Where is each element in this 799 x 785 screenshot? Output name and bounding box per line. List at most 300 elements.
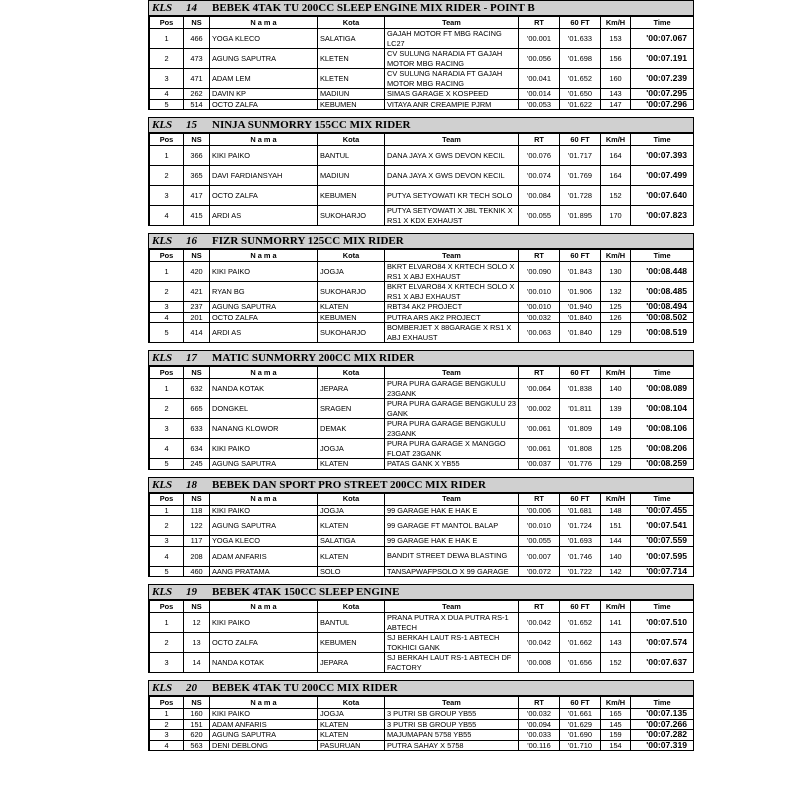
class-block xyxy=(148,0,694,110)
row-pos: 2 xyxy=(150,399,184,419)
col-nama: N a m a xyxy=(210,367,318,379)
col-kmh: Km/H xyxy=(601,17,631,29)
results-table xyxy=(149,696,694,751)
row-ns: 201 xyxy=(184,312,210,323)
row-rt: '00.053 xyxy=(519,99,560,110)
row-60ft: '01.769 xyxy=(560,166,601,186)
row-time: '00:07.067 xyxy=(631,29,694,49)
row-kmh: 140 xyxy=(601,379,631,399)
results-table xyxy=(149,366,694,470)
col-pos: Pos xyxy=(150,493,184,505)
row-rt: '00.010 xyxy=(519,302,560,313)
row-pos: 1 xyxy=(150,709,184,720)
col-60ft: 60 FT xyxy=(560,367,601,379)
row-60ft: '01.809 xyxy=(560,419,601,439)
row-time: '00:07.135 xyxy=(631,709,694,720)
column-header-row xyxy=(150,250,694,262)
row-pos: 4 xyxy=(150,740,184,751)
row-time: '00:07.319 xyxy=(631,740,694,751)
row-ns: 414 xyxy=(184,323,210,343)
row-60ft: '01.652 xyxy=(560,613,601,633)
class-title: MATIC SUNMORRY 200CC MIX RIDER xyxy=(212,352,415,364)
row-nama: KIKI PAIKO xyxy=(210,709,318,720)
row-rt: '00.032 xyxy=(519,709,560,720)
row-pos: 3 xyxy=(150,302,184,313)
class-number: 20 xyxy=(186,682,197,694)
row-rt: '00.056 xyxy=(519,49,560,69)
col-kota: Kota xyxy=(318,601,385,613)
row-nama: OCTO ZALFA xyxy=(210,633,318,653)
col-pos: Pos xyxy=(150,17,184,29)
row-ns: 262 xyxy=(184,89,210,100)
row-60ft: '01.656 xyxy=(560,653,601,673)
col-rt: RT xyxy=(519,697,560,709)
row-nama: DAVI FARDIANSYAH xyxy=(210,166,318,186)
result-row xyxy=(150,399,694,419)
kls-label: KLS xyxy=(152,352,173,364)
row-ns: 634 xyxy=(184,439,210,459)
row-kota: KEBUMEN xyxy=(318,312,385,323)
result-row xyxy=(150,505,694,516)
row-team: SJ BERKAH LAUT RS-1 ABTECH DF FACTORY xyxy=(385,653,519,673)
row-nama: ARDI AS xyxy=(210,323,318,343)
row-pos: 4 xyxy=(150,206,184,226)
row-time: '00:07.574 xyxy=(631,633,694,653)
row-pos: 1 xyxy=(150,379,184,399)
row-pos: 1 xyxy=(150,146,184,166)
row-kota: SOLO xyxy=(318,566,385,577)
row-team: BANDIT STREET DEWA BLASTING xyxy=(385,546,519,566)
row-nama: ADAM ANFARIS xyxy=(210,546,318,566)
row-time: '00:07.296 xyxy=(631,99,694,110)
row-team: PURA PURA GARAGE BENGKULU 23 GANK xyxy=(385,399,519,419)
class-title: BEBEK DAN SPORT PRO STREET 200CC MIX RIDER xyxy=(212,478,486,491)
row-team: CV SULUNG NARADIA FT GAJAH MOTOR MBG RACING xyxy=(385,49,519,69)
row-nama: KIKI PAIKO xyxy=(210,505,318,516)
row-kota: PASURUAN xyxy=(318,740,385,751)
row-60ft: '01.840 xyxy=(560,312,601,323)
kls-label: KLS xyxy=(152,478,173,491)
row-ns: 208 xyxy=(184,546,210,566)
row-team: PUTRA SAHAY X 5758 xyxy=(385,740,519,751)
result-row xyxy=(150,99,694,110)
row-nama: AGUNG SAPUTRA xyxy=(210,49,318,69)
col-kmh: Km/H xyxy=(601,493,631,505)
row-kmh: 141 xyxy=(601,613,631,633)
results-table xyxy=(149,493,694,578)
row-60ft: '01.808 xyxy=(560,439,601,459)
row-rt: '00.076 xyxy=(519,146,560,166)
col-time: Time xyxy=(631,17,694,29)
row-ns: 632 xyxy=(184,379,210,399)
column-header-row xyxy=(150,17,694,29)
row-ns: 365 xyxy=(184,166,210,186)
result-row xyxy=(150,69,694,89)
col-team: Team xyxy=(385,250,519,262)
row-ns: 122 xyxy=(184,516,210,536)
row-time: '00:08.104 xyxy=(631,399,694,419)
row-kmh: 126 xyxy=(601,312,631,323)
col-kota: Kota xyxy=(318,697,385,709)
row-60ft: '01.629 xyxy=(560,719,601,730)
row-rt: '00.001 xyxy=(519,29,560,49)
class-header xyxy=(149,477,693,493)
col-ns: NS xyxy=(184,493,210,505)
row-kmh: 130 xyxy=(601,262,631,282)
col-kota: Kota xyxy=(318,17,385,29)
column-header-row xyxy=(150,601,694,613)
class-title: NINJA SUNMORRY 155CC MIX RIDER xyxy=(212,119,411,131)
row-time: '00:07.714 xyxy=(631,566,694,577)
row-60ft: '01.811 xyxy=(560,399,601,419)
row-nama: RYAN BG xyxy=(210,282,318,302)
row-ns: 366 xyxy=(184,146,210,166)
row-kota: BANTUL xyxy=(318,613,385,633)
row-time: '00:07.266 xyxy=(631,719,694,730)
class-header xyxy=(149,584,693,600)
kls-label: KLS xyxy=(152,2,173,14)
row-nama: KIKI PAIKO xyxy=(210,262,318,282)
class-header xyxy=(149,0,693,16)
row-rt: '00.037 xyxy=(519,459,560,470)
row-ns: 13 xyxy=(184,633,210,653)
col-nama: N a m a xyxy=(210,601,318,613)
row-rt: '00.055 xyxy=(519,536,560,547)
class-number: 19 xyxy=(186,586,197,598)
row-team: PRANA PUTRA X DUA PUTRA RS-1 ABTECH xyxy=(385,613,519,633)
class-block xyxy=(148,680,694,751)
row-60ft: '01.728 xyxy=(560,186,601,206)
col-time: Time xyxy=(631,367,694,379)
col-kota: Kota xyxy=(318,134,385,146)
row-ns: 417 xyxy=(184,186,210,206)
row-nama: OCTO ZALFA xyxy=(210,312,318,323)
col-kota: Kota xyxy=(318,367,385,379)
row-team: BOMBERJET X 88GARAGE X RS1 X ABJ EXHAUST xyxy=(385,323,519,343)
row-team: 3 PUTRI SB GROUP YB55 xyxy=(385,719,519,730)
col-rt: RT xyxy=(519,250,560,262)
result-row xyxy=(150,536,694,547)
row-pos: 4 xyxy=(150,546,184,566)
row-time: '00:08.106 xyxy=(631,419,694,439)
block-spacer xyxy=(148,343,692,350)
row-rt: '00.042 xyxy=(519,613,560,633)
row-kmh: 144 xyxy=(601,536,631,547)
result-row xyxy=(150,186,694,206)
row-kota: KLATEN xyxy=(318,546,385,566)
row-team: BKRT ELVARO84 X KRTECH SOLO X RS1 X ABJ EXHAUST xyxy=(385,262,519,282)
row-rt: '00.084 xyxy=(519,186,560,206)
col-kmh: Km/H xyxy=(601,367,631,379)
col-team: Team xyxy=(385,697,519,709)
row-60ft: '01.652 xyxy=(560,69,601,89)
row-rt: '00.014 xyxy=(519,89,560,100)
col-time: Time xyxy=(631,250,694,262)
col-60ft: 60 FT xyxy=(560,697,601,709)
row-60ft: '01.622 xyxy=(560,99,601,110)
row-ns: 118 xyxy=(184,505,210,516)
row-rt: '00.033 xyxy=(519,730,560,741)
result-row xyxy=(150,730,694,741)
column-header-row xyxy=(150,493,694,505)
row-pos: 1 xyxy=(150,262,184,282)
col-kmh: Km/H xyxy=(601,601,631,613)
row-rt: '00.002 xyxy=(519,399,560,419)
row-team: DANA JAYA X GWS DEVON KECIL xyxy=(385,146,519,166)
col-ns: NS xyxy=(184,134,210,146)
row-60ft: '01.710 xyxy=(560,740,601,751)
row-time: '00:07.239 xyxy=(631,69,694,89)
row-nama: KIKI PAIKO xyxy=(210,146,318,166)
result-row xyxy=(150,459,694,470)
row-team: SJ BERKAH LAUT RS-1 ABTECH TOKHICI GANK xyxy=(385,633,519,653)
row-60ft: '01.690 xyxy=(560,730,601,741)
row-rt: '00.010 xyxy=(519,516,560,536)
col-time: Time xyxy=(631,493,694,505)
row-60ft: '01.633 xyxy=(560,29,601,49)
row-ns: 421 xyxy=(184,282,210,302)
row-kmh: 140 xyxy=(601,546,631,566)
row-rt: '00.061 xyxy=(519,419,560,439)
row-kmh: 152 xyxy=(601,186,631,206)
col-time: Time xyxy=(631,697,694,709)
row-nama: DONGKEL xyxy=(210,399,318,419)
result-row xyxy=(150,379,694,399)
block-spacer xyxy=(148,110,692,117)
row-60ft: '01.906 xyxy=(560,282,601,302)
result-row xyxy=(150,740,694,751)
row-kmh: 156 xyxy=(601,49,631,69)
col-60ft: 60 FT xyxy=(560,493,601,505)
col-rt: RT xyxy=(519,601,560,613)
row-60ft: '01.838 xyxy=(560,379,601,399)
row-nama: AANG PRATAMA xyxy=(210,566,318,577)
row-time: '00:07.510 xyxy=(631,613,694,633)
result-row xyxy=(150,302,694,313)
col-team: Team xyxy=(385,601,519,613)
row-ns: 117 xyxy=(184,536,210,547)
col-kmh: Km/H xyxy=(601,134,631,146)
row-ns: 12 xyxy=(184,613,210,633)
row-ns: 473 xyxy=(184,49,210,69)
row-ns: 151 xyxy=(184,719,210,730)
class-title: FIZR SUNMORRY 125CC MIX RIDER xyxy=(212,235,404,247)
col-pos: Pos xyxy=(150,367,184,379)
row-pos: 3 xyxy=(150,186,184,206)
row-pos: 3 xyxy=(150,536,184,547)
row-60ft: '01.698 xyxy=(560,49,601,69)
class-number: 16 xyxy=(186,235,197,247)
row-kota: SRAGEN xyxy=(318,399,385,419)
row-kmh: 129 xyxy=(601,323,631,343)
result-row xyxy=(150,613,694,633)
row-nama: ADAM ANFARIS xyxy=(210,719,318,730)
row-60ft: '01.717 xyxy=(560,146,601,166)
result-row xyxy=(150,516,694,536)
column-header-row xyxy=(150,697,694,709)
row-time: '00:08.519 xyxy=(631,323,694,343)
col-nama: N a m a xyxy=(210,250,318,262)
col-time: Time xyxy=(631,601,694,613)
class-number: 18 xyxy=(186,478,197,491)
col-nama: N a m a xyxy=(210,134,318,146)
row-time: '00:07.393 xyxy=(631,146,694,166)
row-ns: 237 xyxy=(184,302,210,313)
block-spacer xyxy=(148,673,692,680)
result-row xyxy=(150,546,694,566)
result-row xyxy=(150,419,694,439)
row-pos: 2 xyxy=(150,166,184,186)
row-pos: 5 xyxy=(150,323,184,343)
row-60ft: '01.940 xyxy=(560,302,601,313)
row-pos: 4 xyxy=(150,312,184,323)
col-pos: Pos xyxy=(150,601,184,613)
col-rt: RT xyxy=(519,493,560,505)
class-header xyxy=(149,117,693,133)
row-60ft: '01.650 xyxy=(560,89,601,100)
row-team: PUTYA SETYOWATI KR TECH SOLO xyxy=(385,186,519,206)
results-table xyxy=(149,16,694,110)
row-nama: DENI DEBLONG xyxy=(210,740,318,751)
row-rt: '00.041 xyxy=(519,69,560,89)
row-kmh: 152 xyxy=(601,653,631,673)
class-title: BEBEK 4TAK 150CC SLEEP ENGINE xyxy=(212,586,400,598)
row-rt: '00.094 xyxy=(519,719,560,730)
row-time: '00:07.823 xyxy=(631,206,694,226)
row-kota: KLETEN xyxy=(318,49,385,69)
row-team: 99 GARAGE FT MANTOL BALAP xyxy=(385,516,519,536)
row-kota: SUKOHARJO xyxy=(318,323,385,343)
row-time: '00:08.206 xyxy=(631,439,694,459)
row-kota: DEMAK xyxy=(318,419,385,439)
result-row xyxy=(150,566,694,577)
col-ns: NS xyxy=(184,17,210,29)
result-row xyxy=(150,282,694,302)
row-kmh: 165 xyxy=(601,709,631,720)
row-rt: '00.010 xyxy=(519,282,560,302)
row-nama: OCTO ZALFA xyxy=(210,99,318,110)
row-time: '00:08.502 xyxy=(631,312,694,323)
row-nama: NANANG KLOWOR xyxy=(210,419,318,439)
row-rt: '00.074 xyxy=(519,166,560,186)
col-team: Team xyxy=(385,367,519,379)
row-pos: 1 xyxy=(150,29,184,49)
row-rt: '00.007 xyxy=(519,546,560,566)
result-row xyxy=(150,323,694,343)
result-row xyxy=(150,312,694,323)
row-60ft: '01.693 xyxy=(560,536,601,547)
row-kmh: 139 xyxy=(601,399,631,419)
row-kmh: 154 xyxy=(601,740,631,751)
result-row xyxy=(150,719,694,730)
row-60ft: '01.724 xyxy=(560,516,601,536)
col-ns: NS xyxy=(184,697,210,709)
row-kmh: 170 xyxy=(601,206,631,226)
col-pos: Pos xyxy=(150,250,184,262)
col-nama: N a m a xyxy=(210,493,318,505)
row-ns: 620 xyxy=(184,730,210,741)
row-pos: 5 xyxy=(150,459,184,470)
row-ns: 420 xyxy=(184,262,210,282)
row-pos: 2 xyxy=(150,719,184,730)
row-kota: KEBUMEN xyxy=(318,99,385,110)
row-ns: 460 xyxy=(184,566,210,577)
block-spacer xyxy=(148,470,692,477)
row-team: RBT34 AK2 PROJECT xyxy=(385,302,519,313)
row-nama: YOGA KLECO xyxy=(210,29,318,49)
kls-label: KLS xyxy=(152,682,173,694)
class-block xyxy=(148,233,694,343)
result-row xyxy=(150,633,694,653)
row-rt: '00.042 xyxy=(519,633,560,653)
row-kmh: 164 xyxy=(601,146,631,166)
row-team: CV SULUNG NARADIA FT GAJAH MOTOR MBG RACING xyxy=(385,69,519,89)
row-pos: 4 xyxy=(150,439,184,459)
results-sheet xyxy=(148,0,692,751)
row-kota: KLATEN xyxy=(318,302,385,313)
row-kmh: 151 xyxy=(601,516,631,536)
col-ns: NS xyxy=(184,367,210,379)
row-kota: JOGJA xyxy=(318,505,385,516)
class-block xyxy=(148,117,694,226)
row-kota: JOGJA xyxy=(318,262,385,282)
row-ns: 466 xyxy=(184,29,210,49)
row-team: PUTRA ARS AK2 PROJECT xyxy=(385,312,519,323)
class-header xyxy=(149,680,693,696)
row-time: '00:07.595 xyxy=(631,546,694,566)
row-rt: '00.032 xyxy=(519,312,560,323)
kls-label: KLS xyxy=(152,235,173,247)
row-pos: 5 xyxy=(150,566,184,577)
row-kmh: 142 xyxy=(601,566,631,577)
row-kota: JEPARA xyxy=(318,653,385,673)
row-time: '00:08.494 xyxy=(631,302,694,313)
class-number: 17 xyxy=(186,352,197,364)
col-60ft: 60 FT xyxy=(560,601,601,613)
row-kmh: 164 xyxy=(601,166,631,186)
row-kmh: 143 xyxy=(601,633,631,653)
row-rt: '00.055 xyxy=(519,206,560,226)
class-block xyxy=(148,477,694,578)
row-team: 3 PUTRI SB GROUP YB55 xyxy=(385,709,519,720)
col-kota: Kota xyxy=(318,250,385,262)
row-nama: OCTO ZALFA xyxy=(210,186,318,206)
row-nama: AGUNG SAPUTRA xyxy=(210,730,318,741)
result-row xyxy=(150,29,694,49)
row-kmh: 132 xyxy=(601,282,631,302)
row-pos: 5 xyxy=(150,99,184,110)
col-team: Team xyxy=(385,493,519,505)
row-kota: SUKOHARJO xyxy=(318,282,385,302)
row-60ft: '01.661 xyxy=(560,709,601,720)
row-kota: SALATIGA xyxy=(318,29,385,49)
row-team: VITAYA ANR CREAMPIE PJRM xyxy=(385,99,519,110)
row-team: PUTYA SETYOWATI X JBL TEKNIK X RS1 X KDX EXHAUST xyxy=(385,206,519,226)
row-ns: 665 xyxy=(184,399,210,419)
row-60ft: '01.746 xyxy=(560,546,601,566)
col-time: Time xyxy=(631,134,694,146)
row-kota: KLATEN xyxy=(318,730,385,741)
row-pos: 3 xyxy=(150,69,184,89)
col-nama: N a m a xyxy=(210,697,318,709)
col-pos: Pos xyxy=(150,697,184,709)
row-team: 99 GARAGE HAK E HAK E xyxy=(385,505,519,516)
row-kota: BANTUL xyxy=(318,146,385,166)
row-ns: 563 xyxy=(184,740,210,751)
row-nama: KIKI PAIKO xyxy=(210,613,318,633)
col-team: Team xyxy=(385,134,519,146)
row-kmh: 125 xyxy=(601,302,631,313)
